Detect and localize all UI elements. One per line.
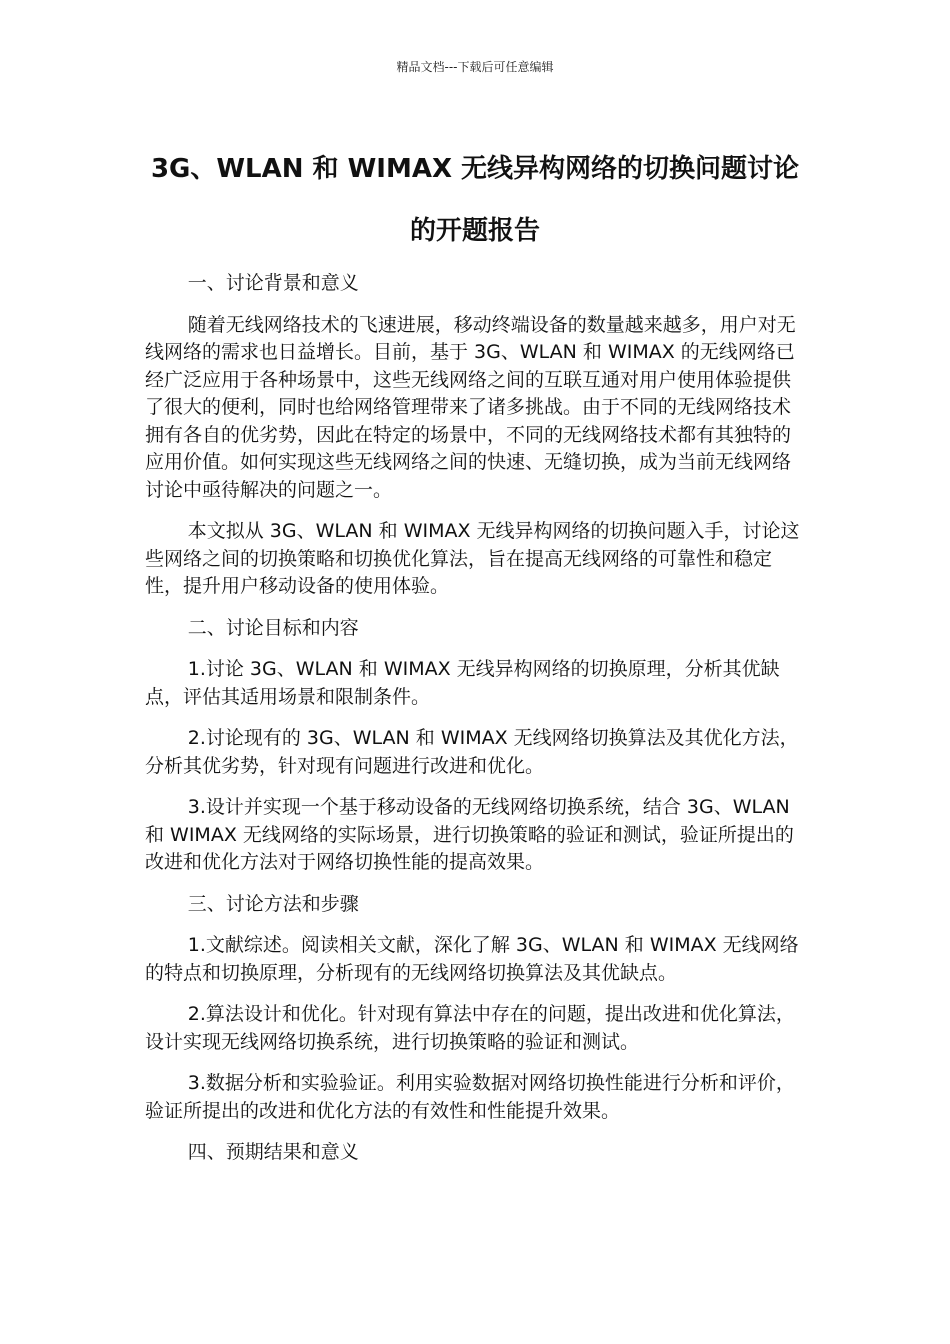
paragraph-purpose: 本文拟从 3G、WLAN 和 WIMAX 无线异构网络的切换问题入手，讨论这些网络之间的切换策略和切换优化算法，旨在提高无线网络的可靠性和稳定性，提升用户移动设备的使用体验。 [145,520,800,597]
paragraph-method-2: 2.算法设计和优化。针对现有算法中存在的问题，提出改进和优化算法，设计实现无线网络切换系统，进行切换策略的验证和测试。 [145,1003,795,1053]
page-header: 精品文档---下载后可任意编辑 [396,60,554,74]
paragraph-goal-1: 1.讨论 3G、WLAN 和 WIMAX 无线异构网络的切换原理，分析其优缺点，评估其适用场景和限制条件。 [145,658,780,708]
paragraph-goal-2: 2.讨论现有的 3G、WLAN 和 WIMAX 无线网络切换算法及其优化方法，分析其优劣势，针对现有问题进行改进和优化。 [145,727,799,777]
section-heading-background: 一、讨论背景和意义 [187,272,359,294]
paragraph-method-3: 3.数据分析和实验验证。利用实验数据对网络切换性能进行分析和评价，验证所提出的改进和优化方法的有效性和性能提升效果。 [145,1072,795,1122]
paragraph-method-1: 1.文献综述。阅读相关文献，深化了解 3G、WLAN 和 WIMAX 无线网络的特点和切换原理，分析现有的无线网络切换算法及其优缺点。 [145,934,799,984]
paragraph-goal-3: 3.设计并实现一个基于移动设备的无线网络切换系统，结合 3G、WLAN 和 WIMAX 无线网络的实际场景，进行切换策略的验证和测试，验证所提出的改进和优化方法对于网络切换性能的提高效果。 [145,796,794,873]
document-title: 3G、WLAN 和 WIMAX 无线异构网络的切换问题讨论的开题报告 [150,154,800,246]
section-heading-goals: 二、讨论目标和内容 [187,616,359,639]
paragraph-background: 随着无线网络技术的飞速进展，移动终端设备的数量越来越多，用户对无线网络的需求也日益增长。目前，基于 3G、WLAN 和 WIMAX 的无线网络已经广泛应用于各种场景中，这些无线网络之间的互联互通对用户使用体验提供了很大的便利，同时也给网络管理带来了诸多挑战。由于不同的无线网络技术拥有各自的优劣势，因此在特定的场景中，不同的无线网络技术都有其独特的应用价值。如何实现这些无线网络之间的快速、无缝切换，成为当前无线网络讨论中亟待解决的问题之一。 [145,313,796,501]
section-heading-results: 四、预期结果和意义 [187,1141,359,1163]
document-body [145,270,805,1181]
section-heading-methods: 三、讨论方法和步骤 [187,892,359,915]
